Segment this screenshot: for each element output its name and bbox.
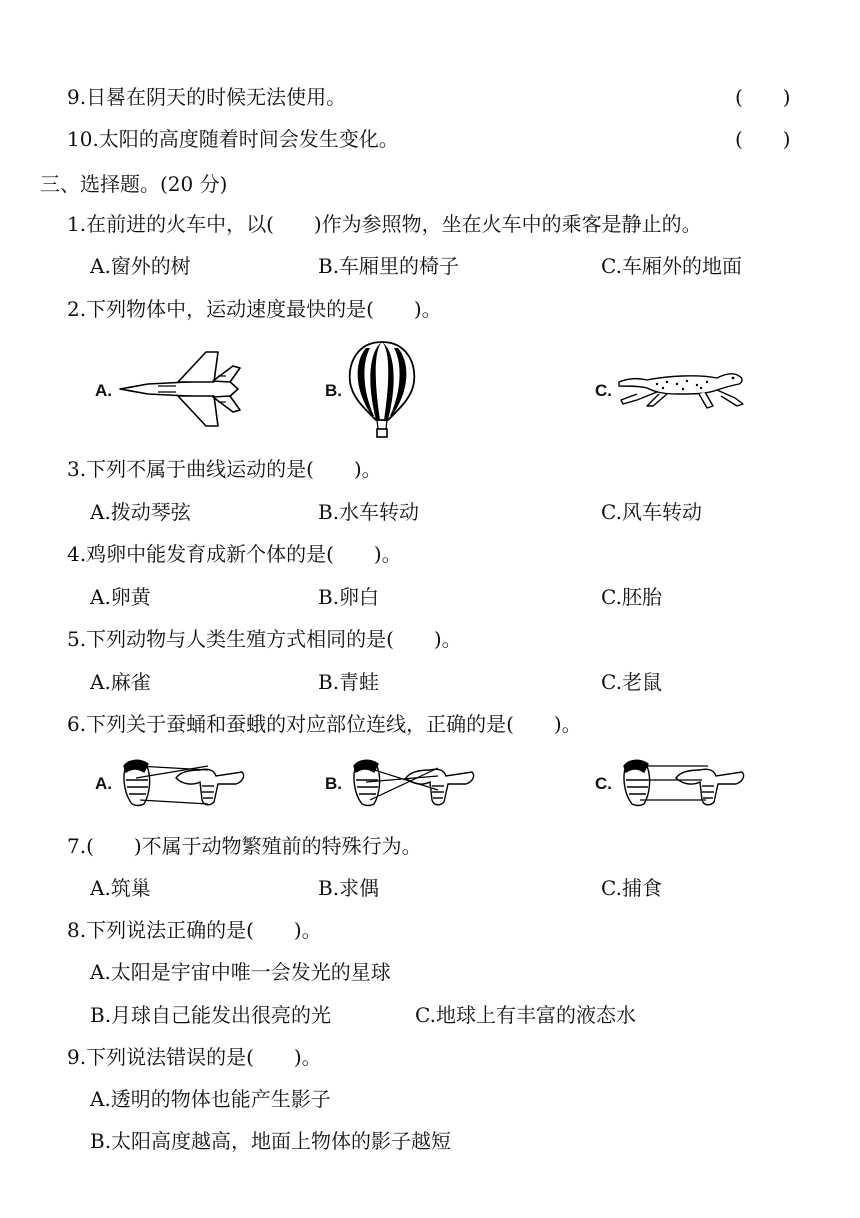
q7-option-b[interactable]: B.求偶 xyxy=(318,876,380,900)
q9-option-a[interactable]: A.透明的物体也能产生影子 xyxy=(90,1087,331,1111)
question-stem-7: 7.( )不属于动物繁殖前的特殊行为。 xyxy=(67,834,422,858)
q5-option-c[interactable]: C.老鼠 xyxy=(601,670,662,694)
tf-item-9: 9.日晷在阴天的时候无法使用。 xyxy=(67,85,347,109)
q2-figure-label-b: B. xyxy=(325,381,342,400)
question-stem-8: 8.下列说法正确的是( )。 xyxy=(67,918,322,942)
pupa-moth-icon[interactable] xyxy=(618,756,746,808)
pupa-moth-icon[interactable] xyxy=(118,756,246,808)
question-stem-5: 5.下列动物与人类生殖方式相同的是( )。 xyxy=(67,627,462,651)
q8-option-c[interactable]: C.地球上有丰富的液态水 xyxy=(415,1003,636,1027)
q6-figure-label-a: A. xyxy=(95,774,112,793)
hot-air-balloon-icon[interactable] xyxy=(346,340,418,440)
q2-figure-label-c: C. xyxy=(595,381,612,400)
q7-option-c[interactable]: C.捕食 xyxy=(601,876,662,900)
pupa-moth-icon[interactable] xyxy=(348,756,476,808)
tf-answer-paren-10[interactable]: ( ) xyxy=(735,127,791,151)
q8-option-b[interactable]: B.月球自己能发出很亮的光 xyxy=(90,1003,332,1027)
question-stem-1: 1.在前进的火车中，以( )作为参照物，坐在火车中的乘客是静止的。 xyxy=(67,212,702,236)
q7-option-a[interactable]: A.筑巢 xyxy=(90,876,151,900)
q1-option-c[interactable]: C.车厢外的地面 xyxy=(601,254,742,278)
question-stem-9: 9.下列说法错误的是( )。 xyxy=(67,1045,322,1069)
q6-figure-label-c: C. xyxy=(595,774,612,793)
q1-option-b[interactable]: B.车厢里的椅子 xyxy=(318,254,460,278)
q8-option-a[interactable]: A.太阳是宇宙中唯一会发光的星球 xyxy=(90,960,391,984)
jet-plane-icon[interactable] xyxy=(118,348,243,430)
q3-option-b[interactable]: B.水车转动 xyxy=(318,500,420,524)
q1-option-a[interactable]: A.窗外的树 xyxy=(90,254,191,278)
q2-figure-label-a: A. xyxy=(95,381,112,400)
q9-option-b[interactable]: B.太阳高度越高，地面上物体的影子越短 xyxy=(90,1129,452,1153)
question-stem-3: 3.下列不属于曲线运动的是( )。 xyxy=(67,457,382,481)
cheetah-icon[interactable] xyxy=(617,368,747,410)
q4-option-a[interactable]: A.卵黄 xyxy=(90,585,151,609)
question-stem-4: 4.鸡卵中能发育成新个体的是( )。 xyxy=(67,542,402,566)
tf-answer-paren-9[interactable]: ( ) xyxy=(735,85,791,109)
q5-option-b[interactable]: B.青蛙 xyxy=(318,670,380,694)
q4-option-c[interactable]: C.胚胎 xyxy=(601,585,662,609)
section-title: 三、选择题。(20 分) xyxy=(40,172,228,196)
question-stem-2: 2.下列物体中，运动速度最快的是( )。 xyxy=(67,297,442,321)
q3-option-a[interactable]: A.拨动琴弦 xyxy=(90,500,191,524)
q5-option-a[interactable]: A.麻雀 xyxy=(90,670,151,694)
tf-item-10: 10.太阳的高度随着时间会发生变化。 xyxy=(67,127,399,151)
q3-option-c[interactable]: C.风车转动 xyxy=(601,500,702,524)
q6-figure-label-b: B. xyxy=(325,774,342,793)
q4-option-b[interactable]: B.卵白 xyxy=(318,585,380,609)
question-stem-6: 6.下列关于蚕蛹和蚕蛾的对应部位连线，正确的是( )。 xyxy=(67,712,582,736)
